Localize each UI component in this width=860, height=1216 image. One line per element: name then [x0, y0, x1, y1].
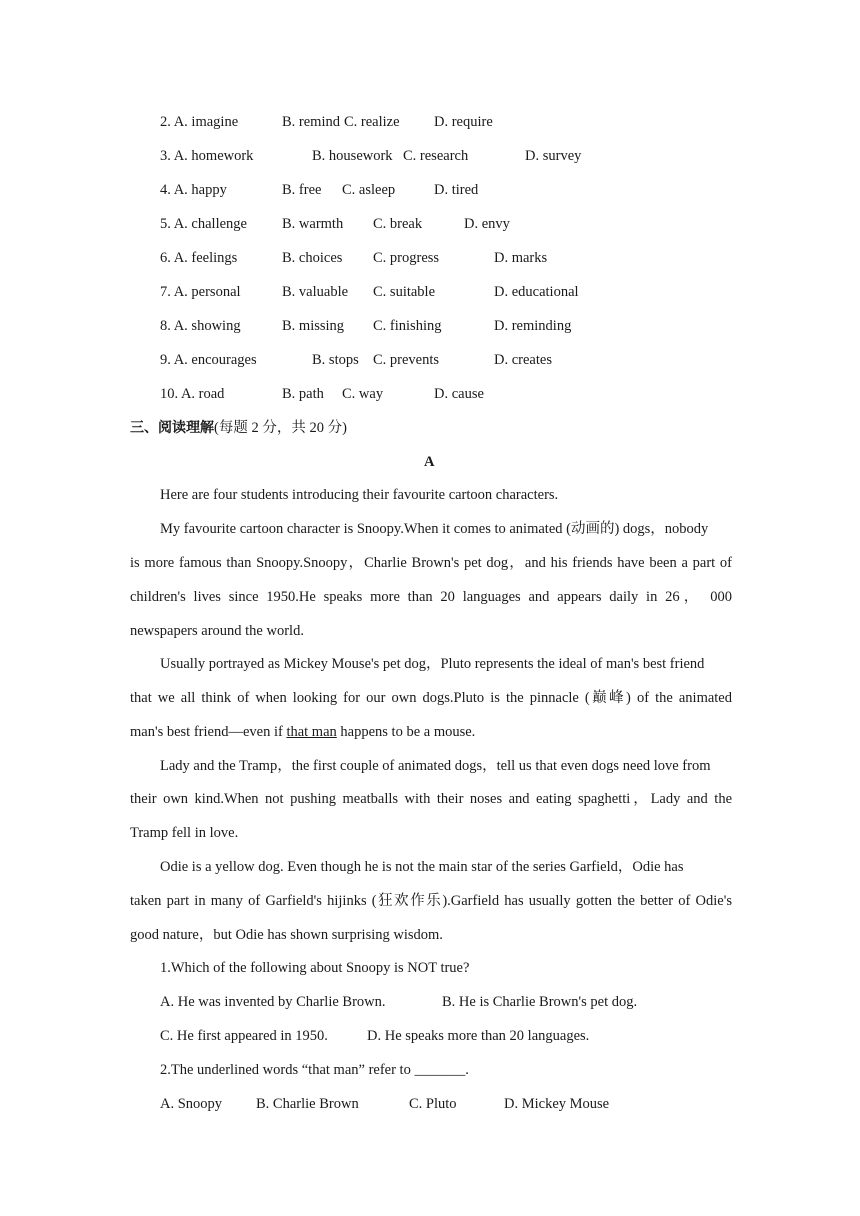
option-b: B. stops [312, 352, 359, 368]
option-d: D. creates [494, 352, 552, 368]
option-c: C. progress [373, 250, 440, 266]
paragraph-odie-line: taken part in many of Garfield's hijinks (狂欢作乐).Garfield has usually gotten the better of Odie's [130, 893, 732, 909]
question-option-c: C. Pluto [409, 1096, 457, 1112]
option-d: D. educational [494, 284, 579, 300]
option-a: 8. A. showing [160, 318, 241, 334]
question-option-b: B. He is Charlie Brown's pet dog. [442, 994, 638, 1010]
paragraph-lady-line: Lady and the Tramp，the first couple of animated dogs，tell us that even dogs need love from [160, 758, 711, 774]
option-a: 10. A. road [160, 386, 225, 402]
option-a: 6. A. feelings [160, 250, 238, 266]
underlined-words: that man [286, 724, 337, 740]
question-option-c: C. He first appeared in 1950. [160, 1028, 328, 1044]
option-d: D. cause [434, 386, 484, 402]
paragraph-snoopy-line: children's lives since 1950.He speaks more than 20 languages and appears daily in 26， 000 [130, 589, 732, 605]
question-stem: 1.Which of the following about Snoopy is NOT true? [160, 960, 470, 976]
question-option-b: B. Charlie Brown [256, 1096, 359, 1112]
option-c: C. suitable [373, 284, 436, 300]
option-b: B. choices [282, 250, 343, 266]
paragraph-snoopy-line: My favourite cartoon character is Snoopy.When it comes to animated (动画的) dogs，nobody [160, 521, 709, 537]
option-b: B. valuable [282, 284, 349, 300]
question-option-a: A. Snoopy [160, 1096, 223, 1112]
option-a: 4. A. happy [160, 182, 227, 198]
paragraph-snoopy-line: is more famous than Snoopy.Snoopy，Charlie Brown's pet dog，and his friends have been a part of [130, 555, 732, 571]
paragraph-pluto-line [130, 723, 475, 741]
option-d: D. envy [464, 216, 510, 232]
section-heading-title: 三、阅读理解 [130, 420, 214, 436]
option-a: 5. A. challenge [160, 216, 247, 232]
paragraph-pluto-line: that we all think of when looking for our own dogs.Pluto is the pinnacle (巅峰) of the animated [130, 690, 732, 706]
option-c: C. realize [344, 114, 400, 130]
option-a: 2. A. imagine [160, 114, 239, 130]
passage-intro: Here are four students introducing their favourite cartoon characters. [160, 487, 559, 503]
paragraph-odie-line: good nature，but Odie has shown surprising wisdom. [130, 927, 443, 943]
paragraph-odie-line: Odie is a yellow dog. Even though he is not the main star of the series Garfield，Odie has [160, 859, 684, 875]
section-heading-score: (每题 2 分，共 20 分) [214, 420, 347, 436]
text-segment: happens to be a mouse. [336, 724, 476, 740]
option-b: B. remind [282, 114, 340, 130]
passage-label: A [424, 454, 435, 470]
paragraph-snoopy-line: newspapers around the world. [130, 623, 304, 639]
option-b: B. warmth [282, 216, 344, 232]
option-b: B. housework [312, 148, 393, 164]
option-c: C. break [373, 216, 423, 232]
option-d: D. survey [525, 148, 582, 164]
option-b: B. free [282, 182, 322, 198]
question-option-d: D. Mickey Mouse [504, 1096, 610, 1112]
question-stem: 2.The underlined words “that man” refer to _______. [160, 1062, 469, 1078]
option-d: D. tired [434, 182, 479, 198]
option-c: C. way [342, 386, 384, 402]
option-a: 3. A. homework [160, 148, 254, 164]
question-option-d: D. He speaks more than 20 languages. [367, 1028, 590, 1044]
option-b: B. missing [282, 318, 345, 334]
option-c: C. research [403, 148, 469, 164]
section-heading [130, 419, 347, 437]
option-c: C. finishing [373, 318, 442, 334]
question-option-a: A. He was invented by Charlie Brown. [160, 994, 386, 1010]
option-a: 9. A. encourages [160, 352, 257, 368]
paragraph-pluto-line: Usually portrayed as Mickey Mouse's pet dog，Pluto represents the ideal of man's best friend [160, 656, 705, 672]
text-segment: man's best friend—even if [130, 724, 287, 740]
option-b: B. path [282, 386, 324, 402]
option-d: D. marks [494, 250, 548, 266]
paragraph-lady-line: Tramp fell in love. [130, 825, 239, 841]
option-a: 7. A. personal [160, 284, 241, 300]
option-d: D. require [434, 114, 493, 130]
option-c: C. prevents [373, 352, 440, 368]
option-c: C. asleep [342, 182, 396, 198]
option-d: D. reminding [494, 318, 572, 334]
paragraph-lady-line: their own kind.When not pushing meatballs with their noses and eating spaghetti，Lady and the [130, 791, 732, 807]
